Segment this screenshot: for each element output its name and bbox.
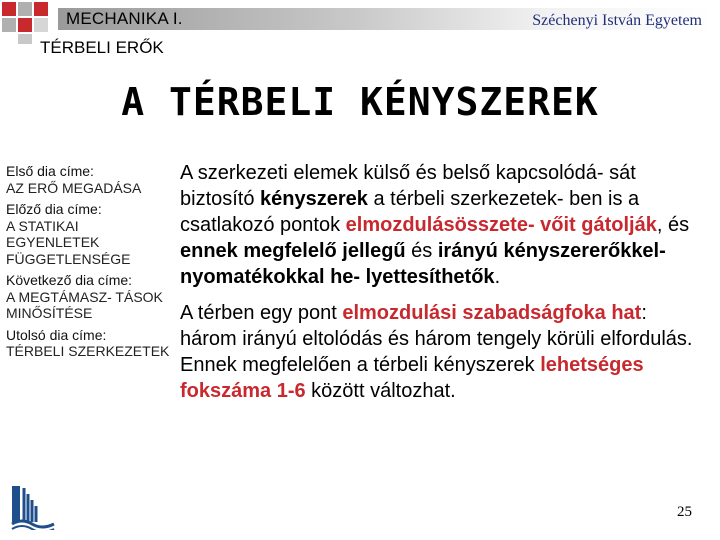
prev-slide-label: Előző dia címe: (6, 201, 102, 217)
university-name: Széchenyi István Egyetem (532, 12, 702, 29)
next-slide-link[interactable]: A MEGTÁMASZ- TÁSOK MINŐSÍTÉSE (6, 288, 163, 321)
text-run: A térben egy pont (180, 302, 343, 324)
course-title: MECHANIKA I. (66, 9, 183, 28)
prev-slide-link[interactable]: A STATIKAI EGYENLETEK FÜGGETLENSÉGE (6, 217, 131, 267)
text-run-highlight: elmozdulási szabadságfoka hat (342, 302, 642, 324)
university-logo-icon (10, 484, 56, 530)
last-slide-link[interactable]: TÉRBELI SZERKEZETEK (6, 343, 170, 359)
first-slide-label: Első dia címe: (6, 163, 94, 179)
next-slide-label: Következő dia címe: (6, 272, 133, 288)
slide-title: A TÉRBELI KÉNYSZEREK (121, 80, 599, 124)
text-run: a térbeli szerkezetek- ben is a csatlakozó pontok (180, 188, 640, 236)
navigation-sidebar (6, 163, 171, 365)
text-run: és (405, 240, 438, 262)
paragraph-constraints (180, 160, 700, 290)
paragraph-degrees-of-freedom (180, 300, 700, 404)
last-slide-label: Utolsó dia címe: (6, 326, 107, 343)
first-slide-link[interactable]: AZ ERŐ MEGADÁSA (6, 179, 142, 196)
text-run: között változhat. (305, 380, 456, 402)
page-number: 25 (677, 504, 692, 520)
text-run: , és (656, 214, 690, 236)
text-run: A szerkezeti elemek külső és belső kapcsolódá- sát biztosító (180, 162, 636, 210)
text-run: . (494, 266, 501, 288)
text-run-bold: irányú kényszererőkkel-nyomatékokkal he- lyettesíthetők (180, 240, 666, 288)
chapter-title: TÉRBELI ERŐK (40, 38, 164, 57)
text-run-highlight: elmozdulásösszete- vőit gátolják (345, 214, 657, 236)
text-run-bold: kényszerek (260, 188, 368, 210)
text-run-highlight: lehetséges fokszáma 1-6 (180, 354, 644, 402)
text-run: : három irányú eltolódás és három tengely körüli elfordulás. Ennek megfelelően a térbeli kényszerek (180, 302, 693, 376)
slide-body (180, 160, 700, 414)
text-run-bold: ennek megfelelő jellegű (180, 240, 406, 262)
